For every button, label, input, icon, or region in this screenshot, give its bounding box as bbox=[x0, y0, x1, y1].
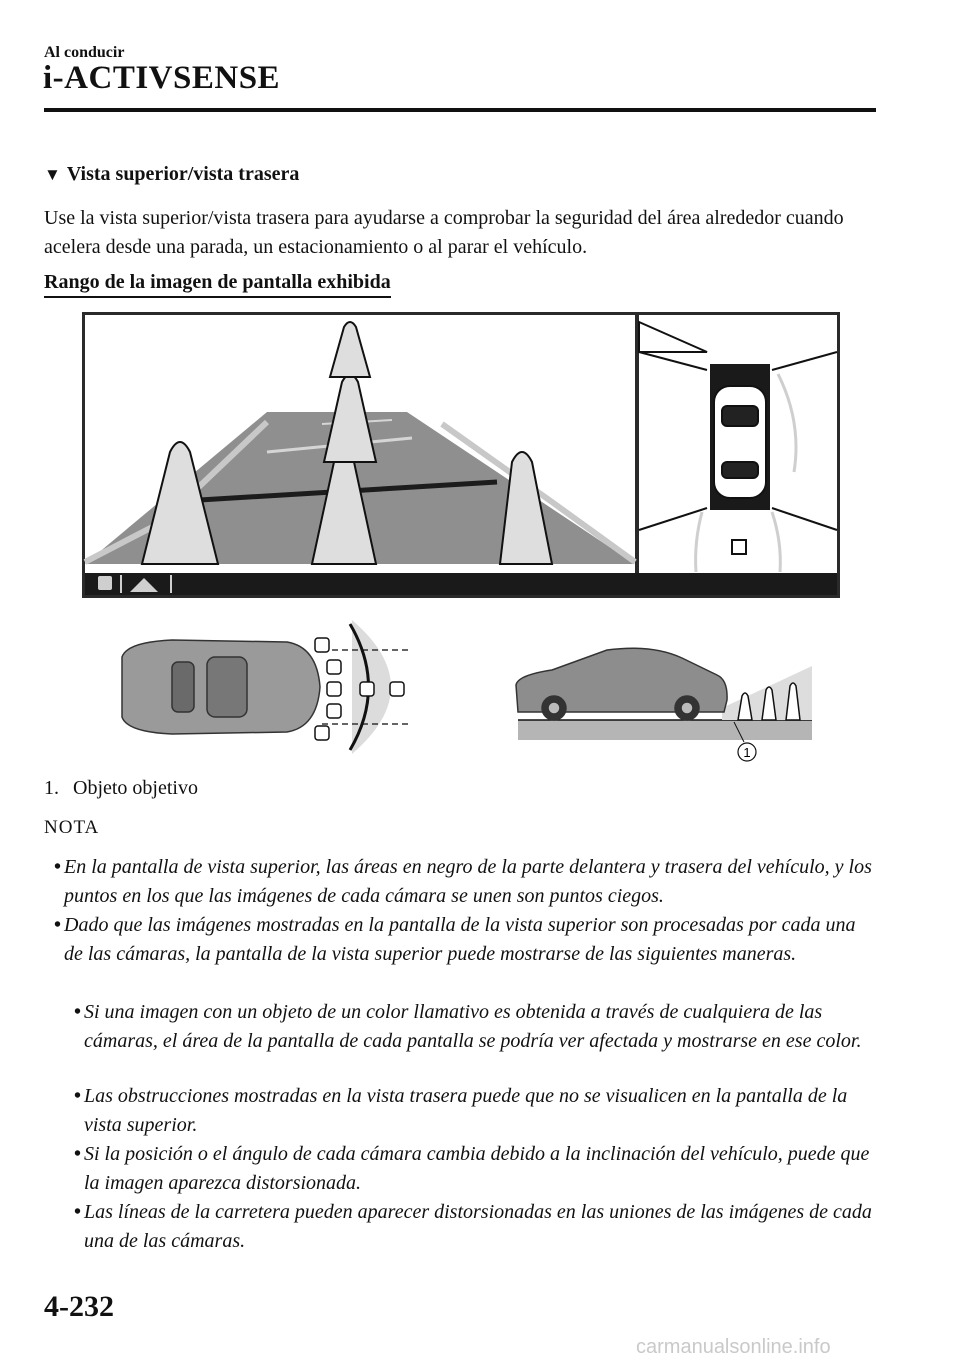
page-number: 4-232 bbox=[44, 1290, 114, 1323]
figure-caption bbox=[44, 777, 198, 800]
car-top-view-icon bbox=[714, 386, 766, 498]
subitem-text: Las líneas de la carretera pueden aparecer distorsionadas en las uniones de las imágenes de cada una de las cámaras. bbox=[84, 1201, 872, 1252]
car-top-view-icon bbox=[122, 640, 320, 734]
subitem-text: Si la posición o el ángulo de cada cámara cambia debido a la inclinación del vehículo, puede que la imagen aparezca distorsionada. bbox=[84, 1143, 870, 1194]
chapter-title: i-ACTIVSENSE bbox=[43, 60, 281, 96]
note-item bbox=[54, 853, 874, 911]
note-subitem bbox=[74, 1082, 874, 1140]
triangle-down-icon: ▼ bbox=[44, 165, 61, 184]
top-view-detection-illustration bbox=[112, 612, 422, 762]
side-view-illustration bbox=[512, 630, 814, 770]
note-text: Dado que las imágenes mostradas en la pantalla de la vista superior son procesadas por cada una de las cámaras, la pantalla de la vista superior puede mostrarse de las siguientes maneras. bbox=[64, 914, 856, 965]
caption-number: 1. bbox=[44, 777, 59, 799]
watermark: carmanualsonline.info bbox=[636, 1336, 831, 1358]
bullet-icon: • bbox=[54, 914, 62, 936]
callout-number: 1 bbox=[743, 745, 751, 760]
subsection-title: Vista superior/vista trasera bbox=[66, 163, 300, 185]
note-subitem bbox=[74, 1198, 874, 1256]
subsection-heading bbox=[44, 163, 299, 186]
ground bbox=[518, 720, 812, 740]
bullet-icon: • bbox=[54, 856, 62, 878]
note-subitem bbox=[74, 998, 874, 1056]
section-label: Al conducir bbox=[44, 44, 125, 61]
bullet-icon: • bbox=[74, 1001, 82, 1023]
range-heading: Rango de la imagen de pantalla exhibida bbox=[44, 271, 391, 298]
bullet-icon: • bbox=[74, 1143, 82, 1165]
obstacle-marker-icon bbox=[732, 540, 746, 554]
bullet-icon: • bbox=[74, 1085, 82, 1107]
note-subitem bbox=[74, 1140, 874, 1198]
header-rule bbox=[44, 108, 876, 112]
note-text: En la pantalla de vista superior, las áreas en negro de la parte delantera y trasera del vehículo, y los puntos en los que las imágenes de cada cámara se unen son puntos ciegos. bbox=[64, 856, 872, 907]
camera-screen-illustration bbox=[82, 312, 840, 598]
subitem-text: Si una imagen con un objeto de un color llamativo es obtenida a través de cualquiera de las cámaras, el área de la pantalla de cada pantalla se podría ver afectada y mostrarse en ese color. bbox=[84, 1001, 862, 1052]
car-side-view-icon bbox=[516, 648, 727, 720]
target-objects bbox=[738, 683, 800, 720]
note-item bbox=[54, 911, 874, 969]
note-label: NOTA bbox=[44, 817, 100, 838]
subitem-text: Las obstrucciones mostradas en la vista trasera puede que no se visualicen en la pantalla de la vista superior. bbox=[84, 1085, 848, 1136]
caption-text: Objeto objetivo bbox=[73, 777, 198, 799]
bullet-icon: • bbox=[74, 1201, 82, 1223]
intro-paragraph: Use la vista superior/vista trasera para ayudarse a comprobar la seguridad del área alrededor cuando acelera desde una parada, un estacionamiento o al parar el vehículo. bbox=[44, 207, 844, 258]
